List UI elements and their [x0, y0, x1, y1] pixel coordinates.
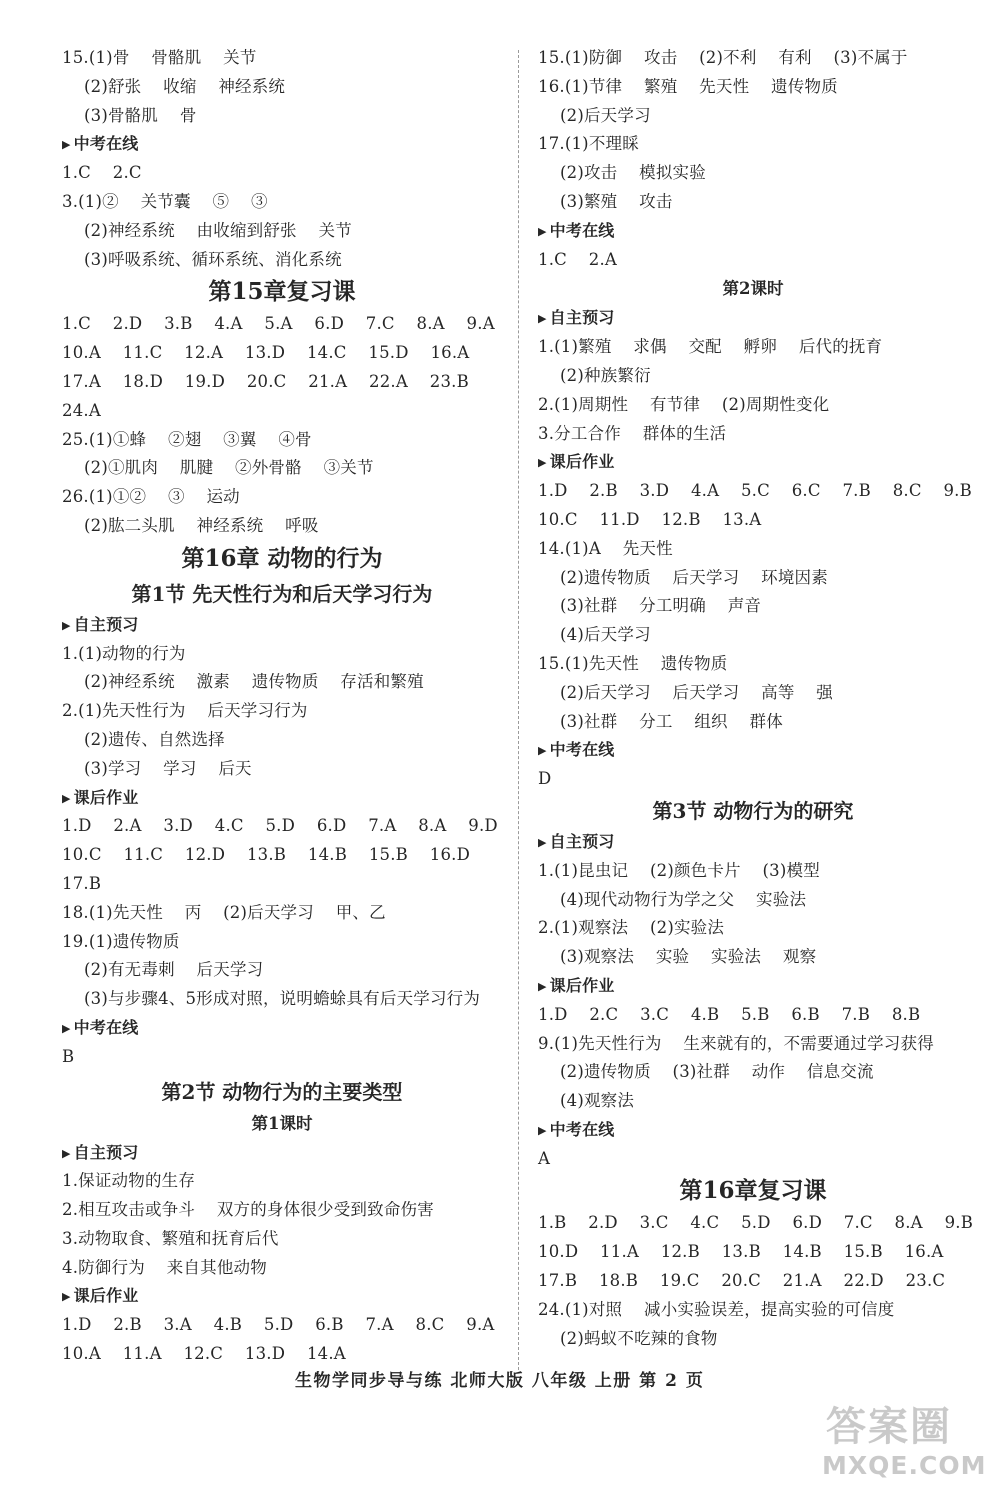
answer-line: 15.(1)防御 攻击 (2)不利 有利 (3)不属于 — [538, 48, 908, 67]
section-label: ▶ 课后作业 — [538, 972, 968, 1001]
section-label: ▶ 中考在线 — [538, 1116, 968, 1145]
section-heading: 第3节 动物行为的研究 — [652, 798, 854, 823]
answer-line: 26.(1)①② ③ 运动 — [62, 487, 240, 507]
answer-line: 24.A — [62, 400, 101, 420]
answer-line: (2)神经系统 由收缩到舒张 关节 — [84, 220, 352, 240]
section-label: ▶ 课后作业 — [62, 1282, 502, 1311]
chapter-heading: 第15章复习课 — [208, 278, 356, 306]
answer-line: 3.动物取食、繁殖和抚育后代 — [62, 1228, 279, 1248]
answer-line: 1.C 2.A — [538, 249, 618, 269]
answer-line: 15.(1)骨 骨骼肌 关节 — [62, 48, 257, 67]
answer-line: 18.(1)先天性 丙 (2)后天学习 甲、乙 — [62, 902, 386, 922]
watermark-url: MXQE.COM — [822, 1451, 987, 1480]
answer-line: (4)后天学习 — [560, 625, 651, 645]
answer-line: 2.相互攻击或争斗 双方的身体很少受到致命伤害 — [62, 1200, 434, 1220]
answer-line: 9.(1)先天性行为 生来就有的，不需要通过学习获得 — [538, 1033, 934, 1053]
answer-line: 17.(1)不理睬 — [538, 134, 639, 154]
answer-line: (4)现代动物行为学之父 实验法 — [560, 889, 807, 909]
answer-line: (2)神经系统 激素 遗传物质 存活和繁殖 — [84, 672, 424, 692]
answer-line: 10.C 11.C 12.D 13.B 14.B 15.B 16.D — [62, 845, 471, 865]
answer-line: 1.D 2.B 3.D 4.A 5.C 6.C 7.B 8.C 9.B — [538, 481, 972, 501]
lesson-heading: 第2课时 — [722, 279, 784, 299]
answer-line: (2)蚂蚁不吃辣的食物 — [560, 1328, 718, 1348]
answer-line: (2)舒张 收缩 神经系统 — [84, 76, 286, 96]
answer-line: 10.D 11.A 12.B 13.B 14.B 15.B 16.A — [538, 1242, 944, 1262]
answer-line: 10.A 11.A 12.C 13.D 14.A — [62, 1344, 346, 1364]
answer-line: (2)遗传物质 (3)社群 动作 信息交流 — [560, 1062, 874, 1082]
answer-line: (3)骨骼肌 骨 — [84, 105, 197, 125]
answer-line: 17.B — [62, 873, 102, 893]
section-label: ▶ 课后作业 — [62, 784, 502, 813]
answer-line: 2.(1)周期性 有节律 (2)周期性变化 — [538, 394, 830, 414]
answer-line: B — [62, 1046, 75, 1066]
section-label: ▶ 中考在线 — [62, 130, 502, 159]
column-divider — [518, 50, 519, 1370]
answer-line: 1.D 2.C 3.C 4.B 5.B 6.B 7.B 8.B — [538, 1004, 921, 1024]
answer-line: 14.(1)A 先天性 — [538, 538, 673, 558]
answer-line: 1.(1)动物的行为 — [62, 643, 186, 663]
answer-line: 10.A 11.C 12.A 13.D 14.C 15.D 16.A — [62, 343, 470, 363]
section-label: ▶ 自主预习 — [62, 1139, 502, 1168]
watermark-text: 答案圈 — [826, 1404, 952, 1450]
answer-line: (3)观察法 实验 实验法 观察 — [560, 947, 817, 967]
answer-line: (3)社群 分工 组织 群体 — [560, 711, 783, 731]
answer-line: (2)后天学习 — [560, 105, 651, 125]
answer-line: 2.(1)观察法 (2)实验法 — [538, 918, 725, 938]
section-label: ▶ 自主预习 — [62, 611, 502, 640]
section-label: ▶ 课后作业 — [538, 448, 968, 477]
section-label: ▶ 自主预习 — [538, 828, 968, 857]
answer-line: 1.(1)昆虫记 (2)颜色卡片 (3)模型 — [538, 860, 820, 880]
answer-line: 17.A 18.D 19.D 20.C 21.A 22.A 23.B — [62, 371, 469, 391]
page-footer: 生物学同步导与练 北师大版 八年级 上册 第 2 页 — [295, 1371, 705, 1391]
answer-line: 1.D 2.A 3.D 4.C 5.D 6.D 7.A 8.A 9.D — [62, 816, 498, 836]
answer-line: (2)肱二头肌 神经系统 呼吸 — [84, 515, 319, 535]
section-label: ▶ 中考在线 — [538, 736, 968, 765]
answer-line: 1.(1)繁殖 求偶 交配 孵卵 后代的抚育 — [538, 337, 883, 357]
answer-line: 15.(1)先天性 遗传物质 — [538, 653, 728, 673]
left-column — [62, 44, 502, 1369]
section-label: ▶ 自主预习 — [538, 304, 968, 333]
answer-line: 2.(1)先天性行为 后天学习行为 — [62, 701, 308, 721]
answer-line: (2)遗传、自然选择 — [84, 729, 225, 749]
answer-line: (2)有无毒刺 后天学习 — [84, 960, 264, 980]
answer-line: 3.(1)② 关节囊 ⑤ ③ — [62, 191, 268, 211]
answer-line: 25.(1)①蜂 ②翅 ③翼 ④骨 — [62, 429, 312, 449]
answer-line: 1.B 2.D 3.C 4.C 5.D 6.D 7.C 8.A 9.B — [538, 1213, 974, 1233]
answer-line: (2)①肌肉 肌腱 ②外骨骼 ③关节 — [84, 458, 374, 478]
answer-line: (3)与步骤4、5形成对照，说明蟾蜍具有后天学习行为 — [84, 989, 481, 1009]
answer-line: 4.防御行为 来自其他动物 — [62, 1257, 267, 1277]
section-label: ▶ 中考在线 — [538, 217, 968, 246]
answer-line: 10.C 11.D 12.B 13.A — [538, 509, 762, 529]
section-heading: 第2节 动物行为的主要类型 — [161, 1079, 403, 1104]
answer-line: 17.B 18.B 19.C 20.C 21.A 22.D 23.C — [538, 1271, 946, 1291]
answer-line: (4)观察法 — [560, 1091, 635, 1111]
section-heading: 第1节 先天性行为和后天学习行为 — [131, 581, 433, 606]
chapter-heading: 第16章复习课 — [679, 1177, 827, 1205]
answer-line: 1.C 2.D 3.B 4.A 5.A 6.D 7.C 8.A 9.A — [62, 314, 495, 334]
lesson-heading: 第1课时 — [251, 1113, 313, 1133]
right-column — [538, 44, 974, 1353]
answer-line: 3.分工合作 群体的生活 — [538, 423, 727, 443]
answer-line: 19.(1)遗传物质 — [62, 931, 180, 951]
answer-line: (2)攻击 模拟实验 — [560, 163, 706, 183]
answer-line: (3)呼吸系统、循环系统、消化系统 — [84, 249, 342, 269]
answer-line: 1.C 2.C — [62, 163, 142, 183]
answer-line: D — [538, 769, 552, 789]
answer-line: 1.保证动物的生存 — [62, 1171, 196, 1191]
answer-line: (3)繁殖 攻击 — [560, 191, 673, 211]
answer-line: 24.(1)对照 减小实验误差，提高实验的可信度 — [538, 1299, 895, 1319]
answer-line: A — [538, 1148, 551, 1168]
answer-line: (2)遗传物质 后天学习 环境因素 — [560, 567, 828, 587]
section-label: ▶ 中考在线 — [62, 1014, 502, 1043]
answer-line: 1.D 2.B 3.A 4.B 5.D 6.B 7.A 8.C 9.A — [62, 1315, 495, 1335]
answer-line: (2)种族繁衍 — [560, 365, 651, 385]
answer-line: 16.(1)节律 繁殖 先天性 遗传物质 — [538, 76, 838, 96]
answer-line: (3)社群 分工明确 声音 — [560, 596, 762, 616]
watermark-logo — [818, 1395, 987, 1487]
answer-line: (2)后天学习 后天学习 高等 强 — [560, 682, 834, 702]
answer-line: (3)学习 学习 后天 — [84, 758, 252, 778]
chapter-heading: 第16章 动物的行为 — [181, 544, 383, 572]
